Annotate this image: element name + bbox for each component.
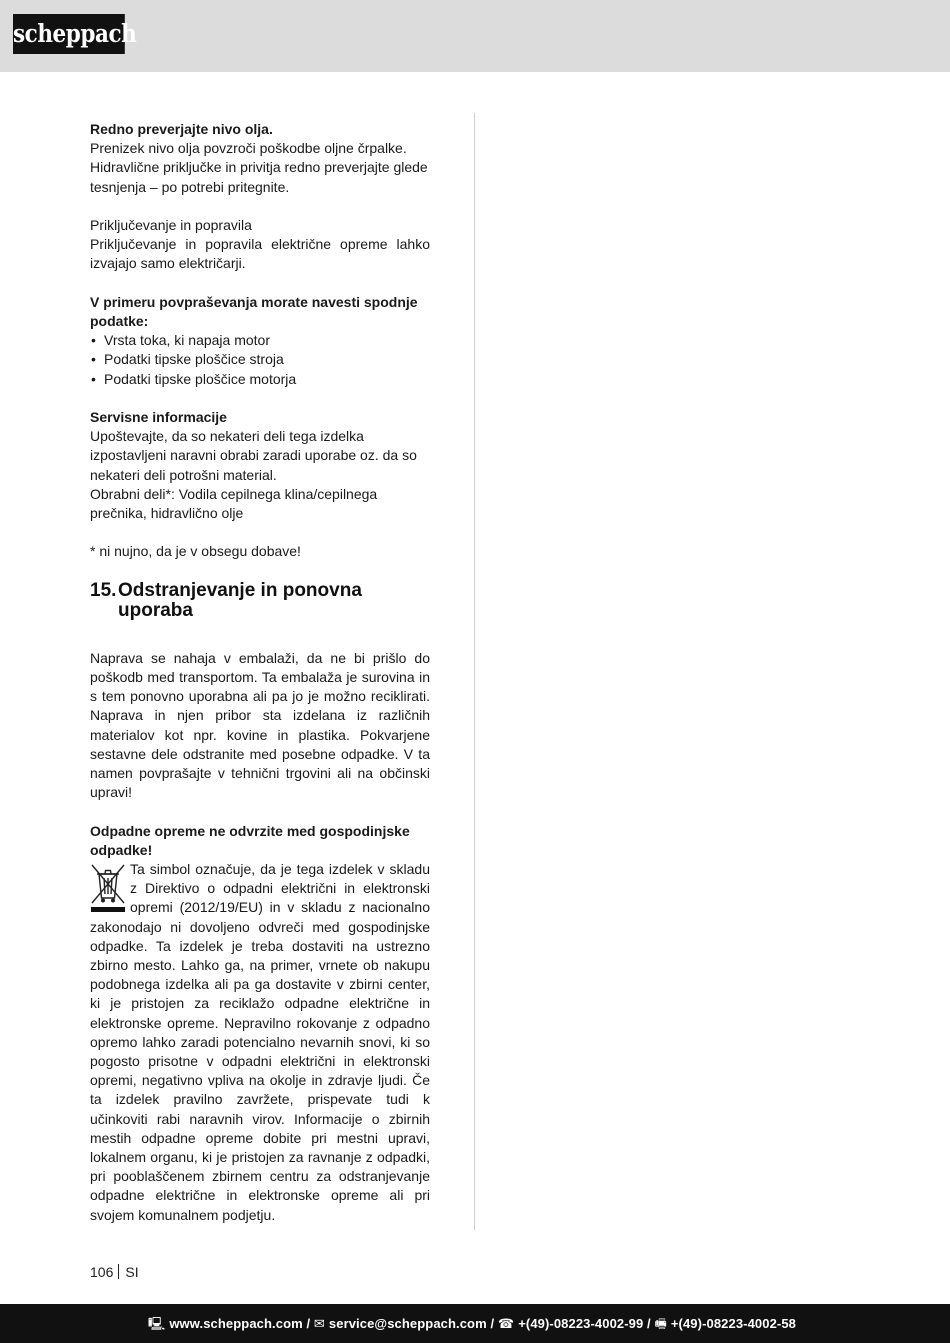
footer-email-link[interactable]: service@scheppach.com / xyxy=(328,1316,495,1331)
footnote-text: * ni nujno, da je v obsegu dobave! xyxy=(90,543,301,560)
weee-section xyxy=(90,822,430,1225)
section-title: Odstranjevanje in ponovna uporaba xyxy=(118,579,362,621)
page-number xyxy=(90,1264,139,1280)
weee-body xyxy=(90,860,430,1225)
connections-text: Priključevanje in popravila električne opreme lahko izvajajo samo električarji. xyxy=(90,236,430,272)
inquiry-list xyxy=(90,331,430,389)
phone-icon: ☎ xyxy=(497,1316,515,1331)
mail-icon: ✉ xyxy=(313,1316,325,1331)
oil-title: Redno preverjajte nivo olja. xyxy=(90,121,273,137)
page-number-value: 106 xyxy=(90,1264,114,1280)
service-text: Upoštevajte, da so nekateri deli tega izdelka izpostavljeni naravni obrabi zaradi uporabe oz. da so nekateri deli potrošni material. xyxy=(90,428,417,483)
computer-icon: 🖳 xyxy=(147,1316,166,1331)
page-number-separator xyxy=(118,1264,119,1279)
wear-parts-text: Obrabni deli*: Vodila cepilnega klina/cepilnega prečnika, hidravlično olje xyxy=(90,485,378,522)
page-language: SI xyxy=(125,1264,139,1280)
list-item: • Podatki tipske ploščice stroja xyxy=(90,350,430,369)
fax-icon: 🖷 xyxy=(654,1316,667,1331)
inquiry-title: V primeru povpraševanja morate navesti spodnje podatke: xyxy=(90,293,418,329)
list-item: • Podatki tipske ploščice motorja xyxy=(90,370,430,389)
disposal-text: Naprava se nahaja v embalaži, da ne bi prišlo do poškodb med transportom. Ta embalaža je surovina in s tem ponovno uporabna ali pa jo je možno reciklirati. Naprava in njen pribor sta izdelana iz različnih materialov kot npr. kovine in plastika. Pokvarjene sestavne dele odstranite med posebne odpadke. V ta namen povprašajte v tehnični trgovini ali na občinski upravi! xyxy=(90,649,430,801)
disposal-section xyxy=(90,649,430,803)
weee-title: Odpadne opreme ne odvrzite med gospodinjske odpadke! xyxy=(90,822,410,858)
service-title: Servisne informacije xyxy=(90,409,227,425)
footer-contact xyxy=(148,1315,796,1337)
section-heading-15 xyxy=(90,581,430,621)
inquiry-section xyxy=(90,293,430,389)
column-divider xyxy=(474,113,475,1230)
footer-fax: +(49)-08223-4002-58 xyxy=(670,1316,796,1331)
footer-web-link[interactable]: www.scheppach.com / xyxy=(169,1316,311,1331)
service-section xyxy=(90,408,430,523)
oil-section xyxy=(90,120,430,197)
footer-phone: +(49)-08223-4002-99 / xyxy=(518,1316,651,1331)
connections-section xyxy=(90,216,430,274)
crossed-bin-icon xyxy=(90,862,126,914)
footer-band xyxy=(0,1304,950,1343)
section-number: 15. xyxy=(90,579,117,601)
footnote-section xyxy=(90,542,430,561)
list-item: • Vrsta toka, ki napaja motor xyxy=(90,331,430,350)
left-column xyxy=(90,120,430,1225)
oil-text: Prenizek nivo olja povzroči poškodbe oljne črpalke. Hidravlične priključke in privitja redno preverjajte glede tesnjenja – po potrebi pritegnite. xyxy=(90,140,428,195)
header-band xyxy=(0,0,950,72)
scheppach-logo: scheppach xyxy=(13,14,125,54)
connections-title: Priključevanje in popravila xyxy=(90,217,252,233)
weee-text: Ta simbol označuje, da je tega izdelek v skladu z Direktivo o odpadni električni in elektronski opremi (2012/19/EU) in v skladu z nacionalno zakonodajo ni dovoljeno odvreči med gospodinjske odpadke. Ta izdelek je treba dostaviti na ustrezno zbirno mesto. Lahko ga, na primer, vrnete ob nakupu podobnega izdelka ali pa ga dostavite v zbirni center, ki je pristojen za reciklažo odpadne električne in elektronske opreme. Nepravilno rokovanje z odpadno opremo lahko zaradi potencialno nevarnih snovi, ki so pogosto prisotne v odpadni električni in elektronski opremi, negativno vpliva na okolje in zdravje ljudi. Če ta izdelek pravilno zavržete, prispevate tudi k učinkoviti rabi naravnih virov. Informacije o zbirnih mestih odpadne opreme dobite pri mestni upravi, lokalnem organu, ki je pristojen za ravnanje z odpadki, pri pooblaščenem zbirnem centru za odstranjevanje odpadne električne in elektronske opreme ali pri svojem komunalnem podjetju. xyxy=(90,861,430,1223)
